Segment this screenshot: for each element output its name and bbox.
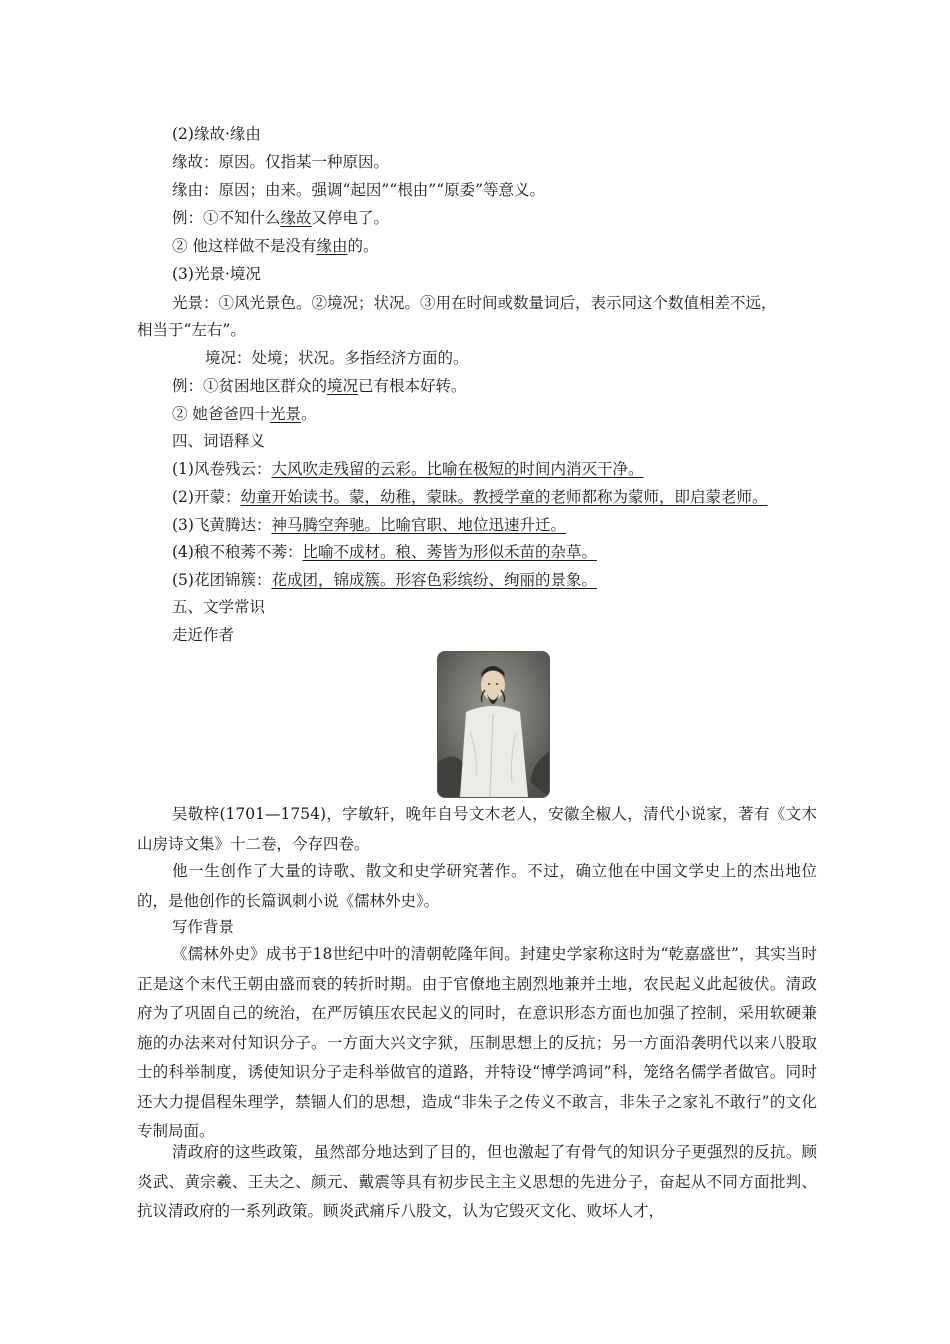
definition-yuanyou: 缘由：原因；由来。强调“起因”“根由”“原委”等意义。	[172, 181, 546, 199]
example-1	[172, 376, 467, 396]
example-keyword: 缘故	[280, 209, 312, 227]
glossary-definition: 幼童开始读书。蒙，幼稚，蒙昧。教授学童的老师都称为蒙师，即启蒙老师。	[240, 488, 768, 506]
glossary-term: (3)飞黄腾达：	[172, 516, 272, 534]
glossary-definition: 大风吹走残留的云彩。比喻在极短的时间内消灭干净。	[271, 460, 644, 478]
definition-guangjing-cont: 相当于“左右”。	[137, 321, 246, 339]
glossary-term: (4)稂不稂莠不莠：	[172, 543, 303, 561]
author-paragraph-1: 吴敬梓(1701—1754)，字敏轩，晚年自号文木老人，安徽全椒人，清代小说家，著有《文木山房诗文集》十二卷，今存四卷。	[137, 805, 817, 853]
glossary-term: (1)风卷残云：	[172, 460, 272, 478]
glossary-item	[172, 487, 767, 507]
author-paragraph-2: 他一生创作了大量的诗歌、散文和史学研究著作。不过，确立他在中国文学史上的杰出地位的，是他创作的长篇讽刺小说《儒林外史》。	[137, 862, 817, 910]
example-text: 的。	[347, 237, 379, 255]
subheading-background: 写作背景	[172, 918, 235, 936]
subheading-author: 走近作者	[172, 626, 235, 644]
example-text: 。	[300, 405, 317, 423]
glossary-term: (5)花团锦簇：	[172, 571, 272, 589]
example-text: ② 她爸爸四十	[172, 405, 270, 423]
glossary-term: (2)开蒙：	[172, 488, 241, 506]
glossary-item	[172, 459, 643, 479]
example-1	[172, 208, 389, 228]
background-paragraph-2: 清政府的这些政策，虽然部分地达到了目的，但也激起了有骨气的知识分子更强烈的反抗。顾炎武、黄宗羲、王夫之、颜元、戴震等具有初步民主主义思想的先进分子，奋起从不同方面批判、抗议清政府的一系列政策。顾炎武痛斥八股文，认为它毁灭文化、败坏人才，	[137, 1143, 817, 1220]
example-2	[172, 404, 316, 424]
example-2	[172, 236, 378, 256]
background-paragraph-1: 《儒林外史》成书于18世纪中叶的清朝乾隆年间。封建史学家称这时为“乾嘉盛世”，其实当时正是这个末代王朝由盛而衰的转折时期。由于官僚地主剧烈地兼并土地，农民起义此起彼伏。清政府为了巩固自己的统治，在严厉镇压农民起义的同时，在意识形态方面也加强了控制，采用软硬兼施的办法来对付知识分子。一方面大兴文字狱，压制思想上的反抗；另一方面沿袭明代以来八股取士的科举制度，诱使知识分子走科举做官的道路，并特设“博学鸿词”科，笼络名儒学者做官。同时还大力提倡程朱理学，禁锢人们的思想，造成“非朱子之传义不敢言，非朱子之家礼不敢行”的文化专制局面。	[137, 945, 817, 1140]
definition-guangjing: 光景：①风光景色。②境况；状况。③用在时间或数量词后，表示同这个数值相差不远，	[172, 294, 777, 312]
example-keyword: 缘由	[316, 237, 348, 255]
definition-yuangu: 缘故：原因。仅指某一种原因。	[172, 153, 390, 171]
glossary-item	[172, 542, 597, 562]
section-3-title: (3)光景·境况	[172, 265, 261, 283]
example-text: ② 他这样做不是没有	[172, 237, 317, 255]
glossary-item	[172, 570, 597, 590]
glossary-definition: 比喻不成材。稂、莠皆为形似禾苗的杂草。	[302, 543, 597, 561]
example-text: 例：①不知什么	[172, 209, 281, 227]
author-portrait	[437, 651, 550, 798]
example-keyword: 境况	[327, 377, 359, 395]
section-2-title: (2)缘故·缘由	[172, 125, 261, 143]
example-text: 例：①贫困地区群众的	[172, 377, 328, 395]
example-text: 又停电了。	[311, 209, 390, 227]
section-4-heading: 四、词语释义	[172, 432, 266, 450]
example-keyword: 光景	[269, 405, 301, 423]
definition-jingkuang: 境况：处境；状况。多指经济方面的。	[205, 349, 469, 367]
section-5-heading: 五、文学常识	[172, 598, 266, 616]
glossary-item	[172, 515, 566, 535]
glossary-definition: 神马腾空奔驰。比喻官职、地位迅速升迁。	[271, 516, 566, 534]
glossary-definition: 花成团，锦成簇。形容色彩缤纷、绚丽的景象。	[271, 571, 597, 589]
example-text: 已有根本好转。	[358, 377, 467, 395]
